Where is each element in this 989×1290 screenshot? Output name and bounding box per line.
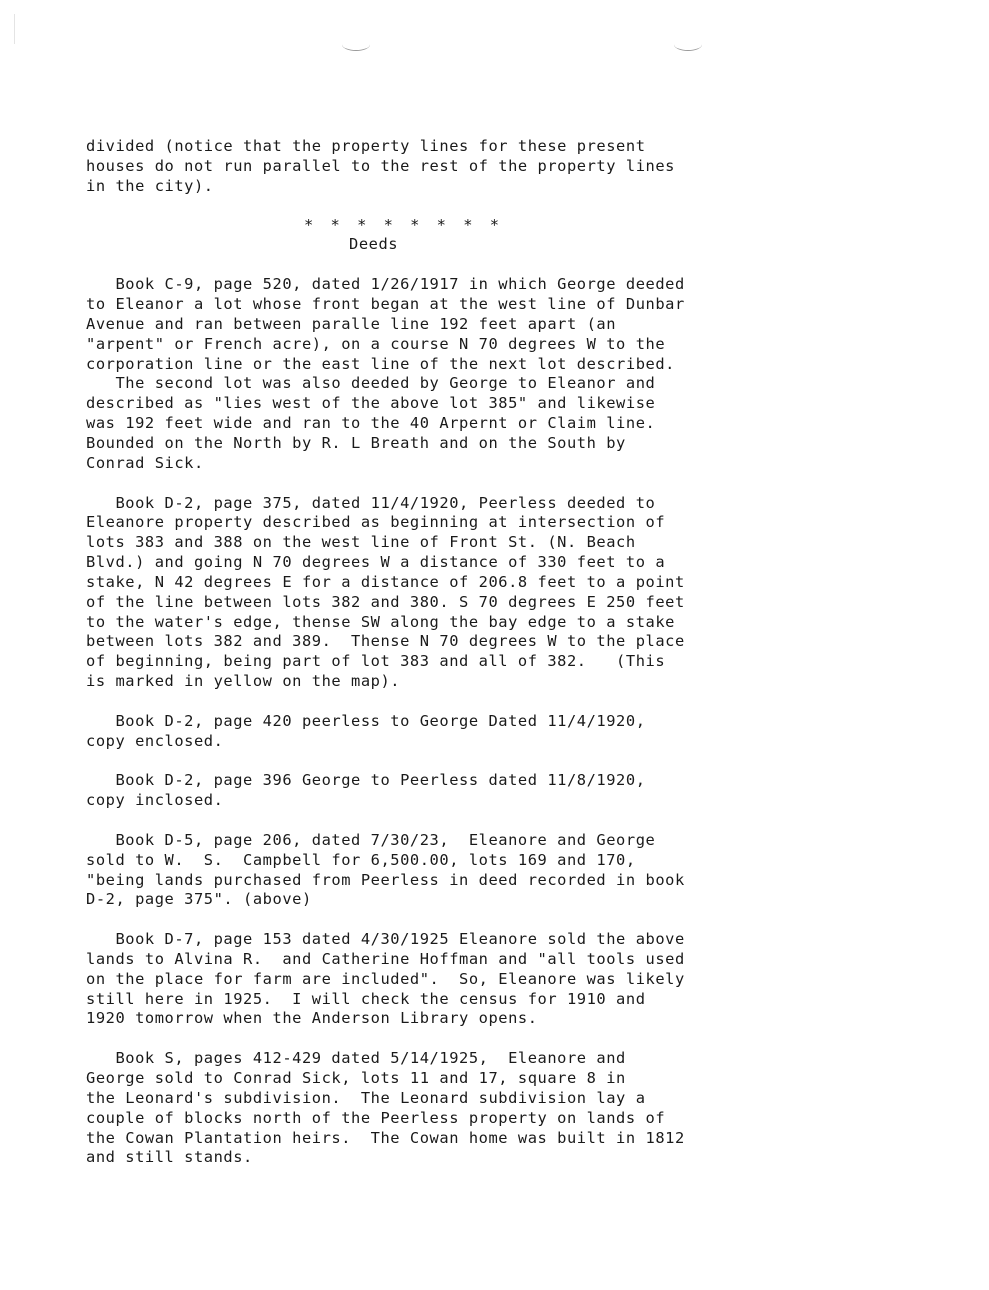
paragraph-line: on the place for farm are included". So, Eleanore was likely (86, 969, 685, 988)
paragraph-line: sold to W. S. Campbell for 6,500.00, lots 169 and 170, (86, 850, 636, 869)
paragraph-line: is marked in yellow on the map). (86, 672, 401, 691)
paragraph-line: Book D-7, page 153 dated 4/30/1925 Eleanore sold the above (86, 930, 685, 949)
paragraph-line: couple of blocks north of the Peerless property on lands of (86, 1108, 666, 1127)
paragraph-line: still here in 1925. I will check the census for 1910 and (86, 989, 646, 1008)
paragraph-line: Bounded on the North by R. L Breath and on the South by (86, 433, 626, 452)
document-page (86, 137, 826, 1168)
paragraph-line: D-2, page 375". (above) (86, 890, 312, 909)
paragraph-line: of the line between lots 382 and 380. S 70 degrees E 250 feet (86, 592, 685, 611)
paragraph-line: Book S, pages 412-429 dated 5/14/1925, Eleanore and (86, 1049, 626, 1068)
paragraph-line: lands to Alvina R. and Catherine Hoffman and "all tools used (86, 949, 685, 968)
paragraph-line: The second lot was also deeded by George to Eleanor and (86, 374, 656, 393)
paragraph-line: described as "lies west of the above lot 385" and likewise (86, 394, 656, 413)
section-heading: Deeds (349, 235, 399, 254)
deed-paragraph-book-s (86, 1049, 826, 1168)
paragraph-line: and still stands. (86, 1148, 253, 1167)
paragraph-line: "arpent" or French acre), on a course N 70 degrees W to the (86, 334, 666, 353)
paragraph-line: Book D-2, page 396 George to Peerless dated 11/8/1920, (86, 771, 646, 790)
paragraph-line: to the water's edge, thense SW along the bay edge to a stake (86, 612, 675, 631)
paragraph-line: Eleanore property described as beginning at intersection of (86, 513, 666, 532)
paragraph-line: between lots 382 and 389. Thense N 70 degrees W to the place (86, 632, 685, 651)
paragraph-line: lots 383 and 388 on the west line of Front St. (N. Beach (86, 533, 636, 552)
deed-paragraph-d7-153 (86, 930, 826, 1029)
paragraph-line: stake, N 42 degrees E for a distance of 206.8 feet to a point (86, 572, 685, 591)
paragraph-line: copy inclosed. (86, 791, 224, 810)
paragraph-line: Book D-5, page 206, dated 7/30/23, Eleanore and George (86, 830, 656, 849)
intro-paragraph (86, 137, 826, 197)
paragraph-line: was 192 feet wide and ran to the 40 Arpernt or Claim line. (86, 414, 656, 433)
paragraph-line: Book D-2, page 420 peerless to George Dated 11/4/1920, (86, 711, 646, 730)
deed-paragraph-c9 (86, 275, 826, 473)
paragraph-line: "being lands purchased from Peerless in deed recorded in book (86, 870, 685, 889)
paragraph-line: Avenue and ran between paralle line 192 feet apart (an (86, 314, 617, 333)
paragraph-line: Book D-2, page 375, dated 11/4/1920, Peerless deeded to (86, 493, 656, 512)
paragraph-line: Blvd.) and going N 70 degrees W a distance of 330 feet to a (86, 553, 666, 572)
paragraph-line: 1920 tomorrow when the Anderson Library opens. (86, 1009, 538, 1028)
paragraph-line: George sold to Conrad Sick, lots 11 and 17, square 8 in (86, 1068, 626, 1087)
section-separator: * * * * * * * * (304, 215, 503, 234)
paragraph-line: of beginning, being part of lot 383 and all of 382. (This (86, 652, 666, 671)
paragraph-line: copy enclosed. (86, 731, 224, 750)
intro-line: divided (notice that the property lines for these present (86, 137, 646, 155)
deed-paragraph-d2-396 (86, 771, 826, 811)
scan-edge-mark (14, 14, 23, 44)
hole-punch-mark-right (674, 38, 702, 51)
deed-paragraph-d2-375 (86, 494, 826, 692)
paragraph-line: Book C-9, page 520, dated 1/26/1917 in which George deeded (86, 275, 685, 294)
paragraph-line: corporation line or the east line of the next lot described. (86, 354, 675, 373)
paragraph-line: the Cowan Plantation heirs. The Cowan home was built in 1812 (86, 1128, 685, 1147)
paragraph-line: the Leonard's subdivision. The Leonard subdivision lay a (86, 1088, 646, 1107)
hole-punch-mark-left (342, 38, 370, 51)
paragraph-line: Conrad Sick. (86, 453, 204, 472)
deed-paragraph-d5-206 (86, 831, 826, 910)
intro-line: in the city). (86, 176, 214, 195)
paragraph-line: to Eleanor a lot whose front began at the west line of Dunbar (86, 295, 685, 314)
deed-paragraph-d2-420 (86, 712, 826, 752)
intro-line: houses do not run parallel to the rest of the property lines (86, 156, 675, 175)
